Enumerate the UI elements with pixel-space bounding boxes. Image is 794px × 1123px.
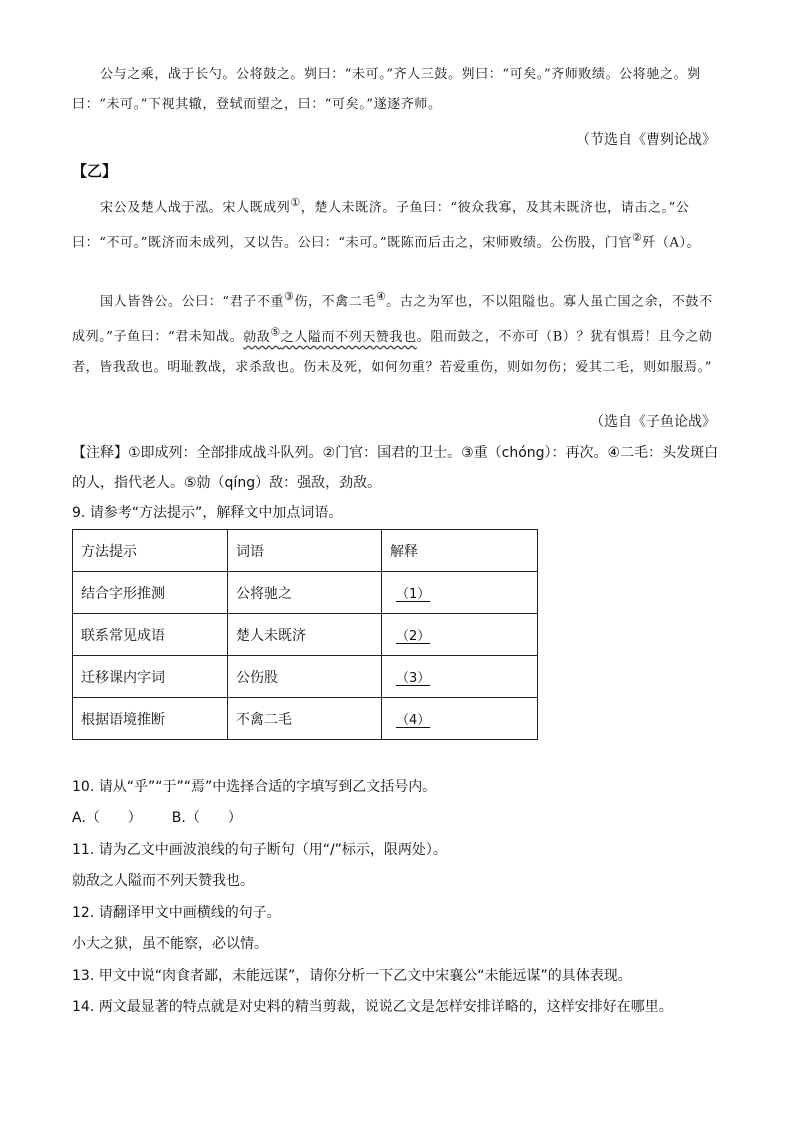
answer-blank-cell <box>382 656 538 698</box>
answer-b-blank[interactable]: B.（ ） <box>171 810 242 826</box>
answer-blank-cell <box>382 698 538 740</box>
note-marker: ④ <box>375 290 387 303</box>
note-marker: ⑤ <box>270 325 281 339</box>
text-segment: 歼（A）。 <box>642 235 701 251</box>
question-11-sentence: 勍敌之人隘而不列天赞我也。 <box>72 873 254 889</box>
wavy-underlined-sentence <box>243 325 417 345</box>
text-segment: 。阻而鼓之，不亦可（B）？犹有惧焉！且今之勍者，皆我敌也。明耻教战，求杀敌也。伤未及死，如何勿重？若爱重伤，则如勿伤；爱其二毛，则如服焉。” <box>72 329 713 375</box>
question-10-answers <box>72 808 242 828</box>
question-14-prompt: 14. 两文最显著的特点就是对史料的精当剪裁，说说乙文是怎样安排详略的，这样安排好在哪里。 <box>72 999 673 1015</box>
passage-yi-heading: 【乙】 <box>72 162 118 180</box>
text-segment: 宋公及楚人战于泓。宋人既成列 <box>100 200 291 216</box>
text-segment: 伤，不禽二毛 <box>294 294 376 310</box>
text-segment: 国人皆咎公。公曰：“君子不重 <box>100 294 285 310</box>
passage-yi-paragraph-1 <box>72 188 724 259</box>
table-header-cell: 解释 <box>382 530 538 572</box>
table-cell: 不禽二毛 <box>228 698 382 740</box>
table-cell: 楚人未既济 <box>228 614 382 656</box>
question-11-prompt: 11. 请为乙文中画波浪线的句子断句（用“/”标示，限两处）。 <box>72 842 447 858</box>
table-cell: 公伤股 <box>228 656 382 698</box>
table-header-cell: 方法提示 <box>73 530 228 572</box>
text-segment: 之人隘而不列天赞我也 <box>280 329 417 345</box>
answer-blank-cell <box>382 614 538 656</box>
passage-yi-source: （选自《子鱼论战》 <box>590 414 716 430</box>
table-row <box>73 614 538 656</box>
answer-blank[interactable]: （1） <box>396 587 431 602</box>
question-12-prompt: 12. 请翻译甲文中画横线的句子。 <box>72 905 281 921</box>
note-marker: ② <box>631 231 643 245</box>
question-12-sentence: 小大之狱，虽不能察，必以情。 <box>72 936 268 952</box>
passage-yi-paragraph-2 <box>72 282 724 383</box>
text-segment: 。古之为军也，不以阻隘也。寡人虽亡国之余，不鼓不成列。”子鱼曰：“君未知战。 <box>72 294 713 345</box>
note-marker: ③ <box>284 290 295 303</box>
answer-blank[interactable]: （3） <box>396 671 431 686</box>
answer-blank-cell <box>382 572 538 614</box>
passage-jia-source: （节选自《曹刿论战》 <box>576 132 716 148</box>
table-header-cell: 词语 <box>228 530 382 572</box>
table-row <box>73 656 538 698</box>
table-row <box>73 698 538 740</box>
table-header-row <box>73 530 538 572</box>
answer-blank[interactable]: （2） <box>396 629 431 644</box>
table-row <box>73 572 538 614</box>
table-cell: 公将驰之 <box>228 572 382 614</box>
question-9-prompt: 9. 请参考“方法提示”，解释文中加点词语。 <box>72 505 343 521</box>
text-segment: 勍敌 <box>243 329 271 345</box>
annotations: 【注释】①即成列：全部排成战斗队列。②门官：国君的卫士。③重（chóng）：再次。④二毛：头发斑白的人，指代老人。⑤勍（qíng）敌：强敌，劲敌。 <box>72 445 719 491</box>
text-segment: ，楚人未既济。子鱼曰：“彼众我寡，及其未既济也，请击之。”公曰：“不可。”既济而未成列，又以告。公曰：“未可。”既陈而后击之，宋师败绩。公伤股，门官 <box>72 200 690 251</box>
question-10-prompt: 10. 请从“乎”“于”“焉”中选择合适的字填写到乙文括号内。 <box>72 779 437 795</box>
method-table <box>72 529 538 740</box>
answer-a-blank[interactable]: A.（ ） <box>72 810 142 826</box>
question-13-prompt: 13. 甲文中说“肉食者鄙，未能远谋”，请你分析一下乙文中宋襄公“未能远谋”的具体表现。 <box>72 968 632 984</box>
table-cell: 结合字形推测 <box>73 572 228 614</box>
table-cell: 根据语境推断 <box>73 698 228 740</box>
note-marker: ① <box>290 196 301 209</box>
table-cell: 联系常见成语 <box>73 614 228 656</box>
passage-jia-text: 公与之乘，战于长勺。公将鼓之。刿曰：“未可。”齐人三鼓。刿曰：“可矣。”齐师败绩。公将驰之。刿曰：“未可。”下视其辙，登轼而望之，曰：“可矣。”遂逐齐师。 <box>72 67 701 112</box>
answer-blank[interactable]: （4） <box>396 713 431 728</box>
table-cell: 迁移课内字词 <box>73 656 228 698</box>
